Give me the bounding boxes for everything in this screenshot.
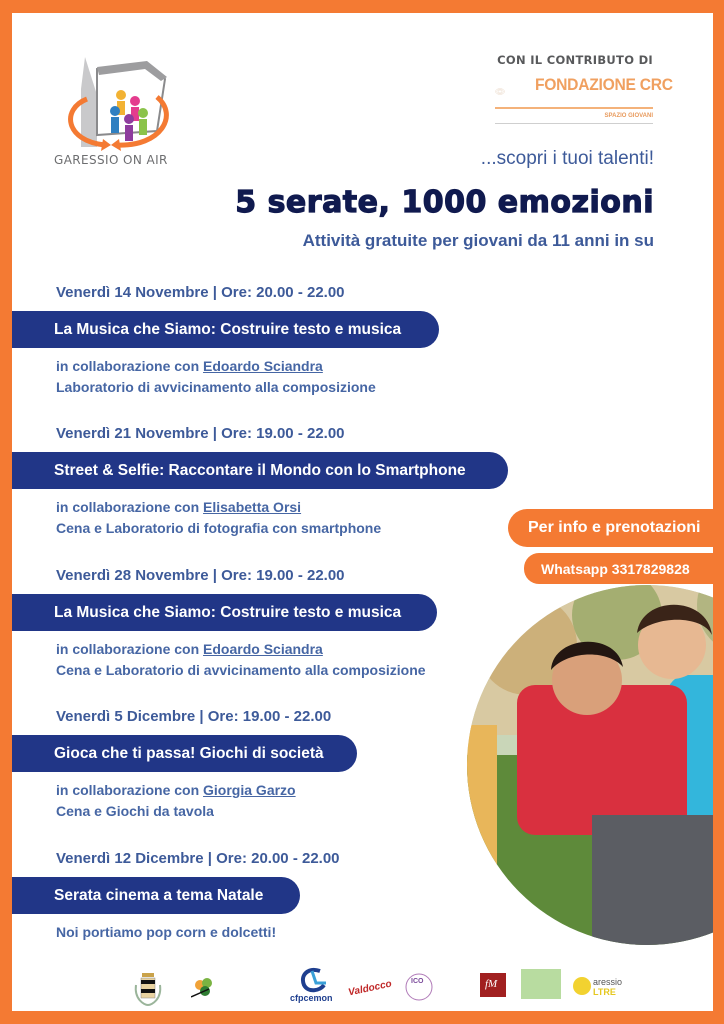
event-title: La Musica che Siamo: Costruire testo e musica — [54, 603, 402, 621]
garessio-oltre-icon — [572, 975, 592, 997]
event-title-bar — [12, 452, 508, 489]
valdocco-logo — [338, 965, 398, 1009]
garessio-oltre-label-b: LTRE — [593, 987, 616, 997]
headline: 5 serate, 1000 emozioni — [235, 185, 654, 220]
collaborator-link[interactable]: Elisabetta Orsi — [203, 499, 302, 515]
event-detail: Laboratorio di avvicinamento alla composizione — [56, 379, 376, 395]
centro-image — [521, 969, 561, 999]
ico-garessio-logo — [405, 965, 465, 1009]
cfpcemon-icon — [298, 967, 328, 993]
logo-text: GARESSIO ON AIR — [54, 153, 168, 167]
event-description — [56, 922, 276, 943]
event-title: La Musica che Siamo: Costruire testo e musica — [54, 320, 402, 338]
event-detail: Cena e Laboratorio di avvicinamento alla composizione — [56, 662, 426, 678]
flyer-page — [12, 13, 713, 1011]
event-date: Venerdì 12 Dicembre | Ore: 20.00 - 22.00 — [56, 850, 340, 867]
collab-prefix: in collaborazione con — [56, 499, 204, 515]
valdocco-label: Valdocco — [347, 978, 393, 999]
collaborator-link[interactable]: Edoardo Sciandra — [203, 641, 323, 657]
info-booking-banner: Per info e prenotazioni — [508, 509, 713, 547]
event-date: Venerdì 14 Novembre | Ore: 20.00 - 22.00 — [56, 284, 345, 301]
ico-label: ICO — [411, 978, 424, 985]
whatsapp-button[interactable]: Whatsapp 3317829828 — [524, 553, 713, 584]
garessio-oltre-logo — [572, 965, 622, 1009]
event-date: Venerdì 28 Novembre | Ore: 19.00 - 22.00 — [56, 567, 345, 584]
collab-prefix: in collaborazione con — [56, 782, 204, 798]
centro-aquiloni-logo — [521, 965, 561, 1009]
cfpcemon-logo — [290, 965, 335, 1009]
subheadline: Attività gratuite per giovani da 11 anni in su — [302, 231, 654, 250]
collab-prefix: in collaborazione con — [56, 358, 204, 374]
event-title: Street & Selfie: Raccontare il Mondo con lo Smartphone — [54, 461, 466, 479]
event-title-bar — [12, 877, 300, 914]
unione-montana-logo — [187, 965, 272, 1009]
event-title-bar — [12, 311, 439, 348]
event-title-bar — [12, 594, 437, 631]
event-title-bar — [12, 735, 357, 772]
collab-prefix: in collaborazione con — [56, 641, 204, 657]
event-date: Venerdì 21 Novembre | Ore: 19.00 - 22.00 — [56, 425, 345, 442]
collaborator-link[interactable]: Giorgia Garzo — [203, 782, 296, 798]
tagline: ...scopri i tuoi talenti! — [480, 148, 654, 169]
event-description — [56, 639, 426, 681]
partner-logos — [112, 965, 632, 1009]
event-title: Gioca che ti passa! Giochi di società — [54, 744, 324, 762]
sponsor-subtitle: SPAZIO GIOVANI — [604, 113, 653, 119]
contribution-label: CON IL CONTRIBUTO DI — [497, 53, 653, 67]
collaborator-link[interactable]: Edoardo Sciandra — [203, 358, 323, 374]
sponsor-divider — [495, 107, 653, 109]
garessio-oltre-label-a: aressio — [593, 977, 623, 987]
event-title: Serata cinema a tema Natale — [54, 886, 264, 904]
event-date: Venerdì 5 Dicembre | Ore: 19.00 - 22.00 — [56, 708, 332, 725]
cfpcemon-label: cfpcemon — [290, 993, 333, 1003]
kids-photo — [467, 585, 713, 945]
event-description — [56, 356, 376, 398]
sponsor-name: FONDAZIONE CRC — [535, 75, 673, 94]
event-detail: Noi portiamo pop corn e dolcetti! — [56, 924, 277, 940]
event-detail: Cena e Giochi da tavola — [56, 803, 214, 819]
comune-garessio-crest-icon — [132, 965, 164, 1009]
event-detail: Cena e Laboratorio di fotografia con smartphone — [56, 520, 382, 536]
fondazione-crc-rings-icon — [495, 75, 535, 115]
sponsor-divider-thin — [495, 123, 653, 124]
event-description — [56, 780, 296, 822]
fondazione-fm-logo — [480, 965, 506, 1009]
leaf-icon — [191, 977, 215, 999]
event-description — [56, 497, 381, 539]
ffm-label: fM — [485, 978, 498, 990]
garessio-on-air-logo-icon — [57, 49, 177, 159]
